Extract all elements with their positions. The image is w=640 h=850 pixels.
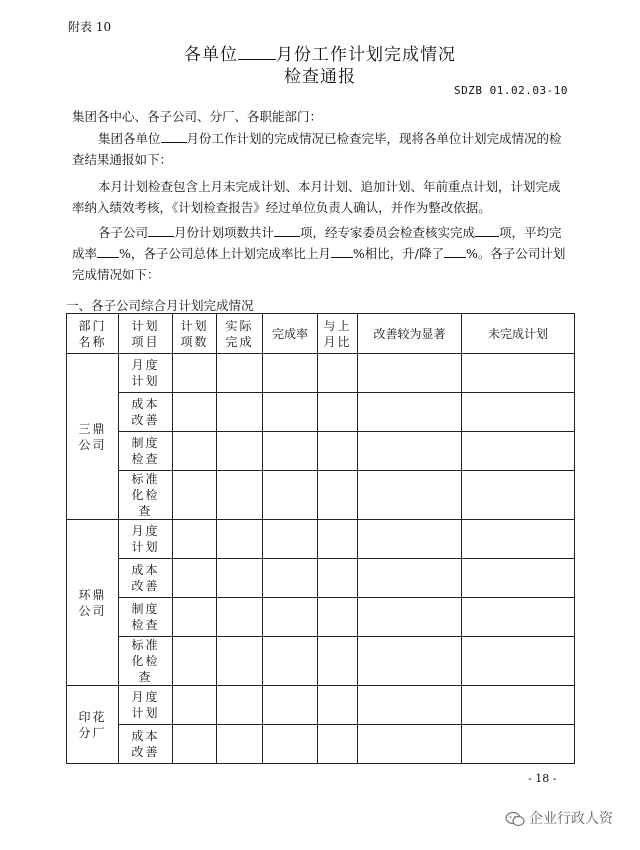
table-row (67, 393, 575, 432)
unit-name-cell (67, 520, 119, 686)
table-row (67, 354, 575, 393)
table-cell[interactable] (462, 354, 575, 393)
column-header-label: 部门名称 (78, 318, 107, 349)
plan-item-cell (119, 520, 173, 559)
paragraph-summary (72, 222, 572, 285)
table-row (67, 471, 575, 520)
table-cell[interactable] (462, 393, 575, 432)
table-cell[interactable] (217, 354, 263, 393)
paragraph-scope: 本月计划检查包含上月未完成计划、本月计划、追加计划、年前重点计划，计划完成率纳入绩效考核，《计划检查报告》经过单位负责人确认，并作为整改依据。 (72, 179, 561, 215)
table-cell[interactable] (358, 725, 462, 764)
table-cell[interactable] (173, 637, 217, 686)
para3-text-f: %相比，升/降了 (352, 246, 444, 261)
table-cell[interactable] (462, 520, 575, 559)
table-cell[interactable] (462, 725, 575, 764)
column-header (318, 314, 358, 354)
para3-text-e: %，各子公司总体上计划完成率比上月 (119, 246, 331, 261)
watermark (505, 808, 613, 828)
table-cell[interactable] (462, 686, 575, 725)
blank-change[interactable] (444, 245, 466, 259)
column-header-label: 计划项数 (180, 318, 209, 349)
title-suffix: 月份工作计划完成情况 (276, 45, 456, 65)
table-cell[interactable] (318, 559, 358, 598)
table-cell[interactable] (263, 686, 318, 725)
table-cell[interactable] (217, 637, 263, 686)
table-row (67, 686, 575, 725)
month-blank[interactable] (238, 42, 276, 60)
table-cell[interactable] (263, 637, 318, 686)
table-cell[interactable] (263, 520, 318, 559)
para1-text-a: 集团各单位 (98, 131, 161, 146)
table-cell[interactable] (217, 471, 263, 520)
plan-table (66, 313, 575, 764)
column-header (67, 314, 119, 354)
unit-name-cell (67, 686, 119, 764)
plan-item-label: 成本改善 (131, 729, 160, 759)
para3-text-b: 月份计划项数共计 (174, 225, 275, 240)
plan-item-cell (119, 598, 173, 637)
table-cell[interactable] (263, 725, 318, 764)
plan-item-cell (119, 393, 173, 432)
table-cell[interactable] (173, 520, 217, 559)
blank-total-items[interactable] (274, 224, 300, 238)
table-cell[interactable] (318, 725, 358, 764)
table-cell[interactable] (318, 354, 358, 393)
plan-item-label: 制度检查 (131, 436, 160, 466)
table-cell[interactable] (358, 432, 462, 471)
column-header (358, 314, 462, 354)
table-cell[interactable] (217, 686, 263, 725)
table-row (67, 520, 575, 559)
table-cell[interactable] (173, 432, 217, 471)
table-cell[interactable] (358, 471, 462, 520)
blank-prev-rate[interactable] (331, 245, 353, 259)
table-row (67, 637, 575, 686)
appendix-label: 附表 10 (68, 20, 112, 34)
plan-item-label: 成本改善 (131, 397, 160, 427)
para3-text-c: 项，经专家委员会检查核实完成 (300, 225, 476, 240)
table-cell[interactable] (263, 559, 318, 598)
table-row (67, 432, 575, 471)
table-cell[interactable] (263, 354, 318, 393)
plan-item-cell (119, 559, 173, 598)
table-cell[interactable] (318, 686, 358, 725)
para3-text-d: 项，平均完成率 (72, 225, 562, 261)
table-cell[interactable] (217, 559, 263, 598)
table-cell[interactable] (263, 471, 318, 520)
plan-item-label: 月度计划 (131, 690, 160, 720)
table-row (67, 598, 575, 637)
table-cell[interactable] (358, 354, 462, 393)
blank-completed-items[interactable] (475, 224, 499, 238)
table-cell[interactable] (358, 559, 462, 598)
table-cell[interactable] (173, 725, 217, 764)
report-subtitle: 检查通报 (284, 67, 356, 87)
column-header (173, 314, 217, 354)
table-cell[interactable] (462, 598, 575, 637)
plan-item-label: 成本改善 (131, 563, 160, 593)
table-cell[interactable] (263, 432, 318, 471)
table-cell[interactable] (173, 393, 217, 432)
wechat-icon (505, 811, 525, 827)
table-cell[interactable] (173, 559, 217, 598)
table-cell[interactable] (318, 432, 358, 471)
table-row (67, 559, 575, 598)
table-cell[interactable] (462, 637, 575, 686)
plan-item-cell (119, 637, 173, 686)
column-header (217, 314, 263, 354)
table-cell[interactable] (358, 637, 462, 686)
table-cell[interactable] (318, 393, 358, 432)
unit-name-cell (67, 354, 119, 520)
plan-item-cell (119, 686, 173, 725)
plan-item-label: 月度计划 (131, 358, 160, 388)
table-cell[interactable] (173, 354, 217, 393)
column-header (263, 314, 318, 354)
column-header-label: 完成率 (271, 326, 308, 341)
table-cell[interactable] (318, 637, 358, 686)
table-cell[interactable] (462, 432, 575, 471)
unit-name: 环鼎公司 (78, 587, 107, 618)
table-cell[interactable] (217, 393, 263, 432)
column-header-label: 实际完成 (225, 318, 254, 349)
document-code: SDZB 01.02.03-10 (454, 84, 568, 97)
plan-item-cell (119, 471, 173, 520)
table-row (67, 725, 575, 764)
section-title: 一、各子公司综合月计划完成情况 (66, 298, 254, 313)
unit-name: 印花分厂 (78, 709, 107, 740)
blank-month[interactable] (148, 224, 174, 238)
table-cell[interactable] (462, 559, 575, 598)
unit-name: 三鼎公司 (78, 421, 107, 452)
table-cell[interactable] (217, 598, 263, 637)
table-cell[interactable] (217, 725, 263, 764)
column-header-label: 计划项目 (131, 318, 160, 349)
table-header-row (67, 314, 575, 354)
plan-item-label: 月度计划 (131, 524, 160, 554)
paragraph-intro (72, 128, 572, 170)
table-cell[interactable] (358, 520, 462, 559)
column-header (462, 314, 575, 354)
plan-item-label: 标准化检查 (131, 638, 160, 684)
column-header-label: 改善较为显著 (373, 326, 446, 341)
table-cell[interactable] (358, 686, 462, 725)
plan-item-cell (119, 354, 173, 393)
table-cell[interactable] (318, 471, 358, 520)
column-header-label: 未完成计划 (487, 326, 548, 341)
addressee: 集团各中心、各子公司、分厂、各职能部门： (72, 109, 323, 124)
table-cell[interactable] (318, 598, 358, 637)
table-cell[interactable] (173, 471, 217, 520)
plan-item-cell (119, 432, 173, 471)
table-cell[interactable] (217, 432, 263, 471)
table-cell[interactable] (263, 598, 318, 637)
column-header (119, 314, 173, 354)
column-header-label: 与上月比 (323, 318, 352, 349)
blank-rate[interactable] (97, 245, 119, 259)
plan-item-label: 标准化检查 (131, 472, 160, 518)
page-number: - 18 - (528, 772, 557, 785)
table-cell[interactable] (173, 686, 217, 725)
table-cell[interactable] (217, 520, 263, 559)
plan-item-cell (119, 725, 173, 764)
watermark-text: 企业行政人资 (529, 811, 613, 827)
table-cell[interactable] (263, 393, 318, 432)
month-blank-2[interactable] (161, 130, 187, 144)
table-cell[interactable] (358, 393, 462, 432)
table-cell[interactable] (173, 598, 217, 637)
table-cell[interactable] (462, 471, 575, 520)
table-cell[interactable] (358, 598, 462, 637)
para3-text-a: 各子公司 (98, 225, 149, 240)
plan-item-label: 制度检查 (131, 602, 160, 632)
para1-text-b: 月份工作计划的完成情况已检查完毕，现将各单位计划完成情况的检查结果通报如下： (72, 131, 562, 167)
table-cell[interactable] (318, 520, 358, 559)
title-prefix: 各单位 (184, 45, 238, 65)
para3-text-g: %。各子公司计划完成情况如下： (72, 246, 566, 282)
